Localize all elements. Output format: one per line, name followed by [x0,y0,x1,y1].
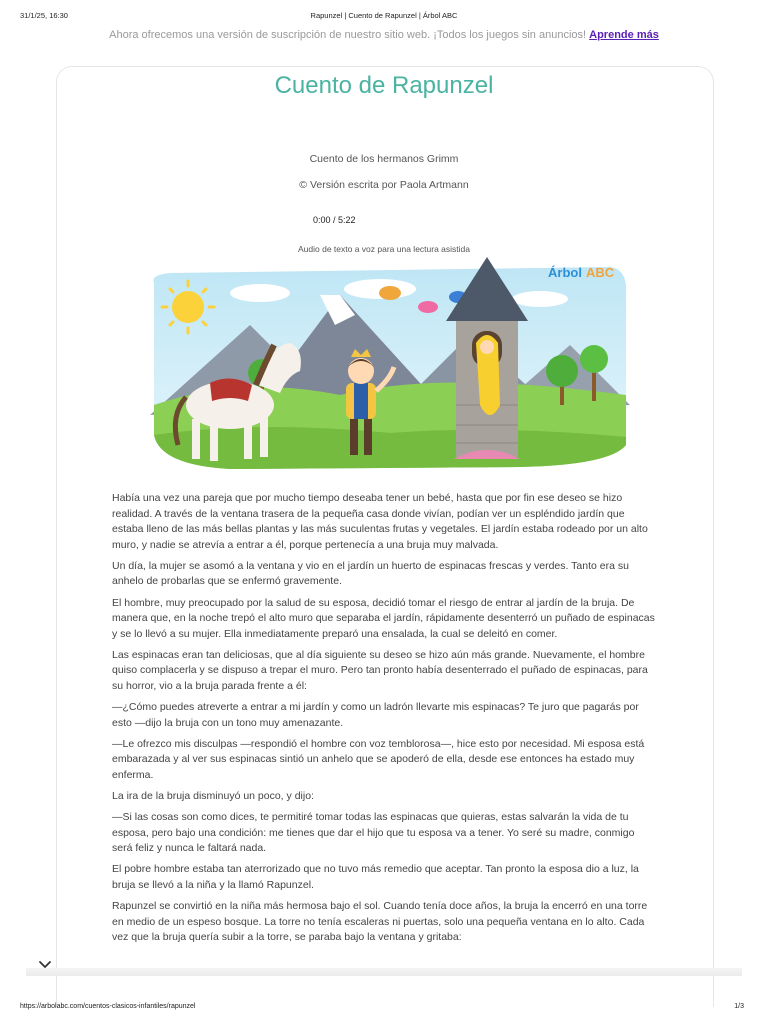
sticky-bottom-bar [26,968,742,976]
page-title: Cuento de Rapunzel [274,72,494,99]
print-date: 31/1/25, 16:30 [20,11,68,20]
audio-caption: Audio de texto a voz para una lectura asistida [298,244,470,254]
svg-text:ABC: ABC [586,265,615,280]
story-paragraph: El hombre, muy preocupado por la salud de su esposa, decidió tomar el riesgo de entrar al jardín de la bruja. De manera que, en la noche trepó el alto muro que separaba el jardín, rápidamente desenterró un puñado de espinacas y se lo llevó a su mujer. Ella inmediatamente preparó una ensalada, la cual se deleitó en comer. [112,596,655,640]
story-paragraph: Rapunzel se convirtió en la niña más hermosa bajo el sol. Cuando tenía doce años, la bruja la encerró en una torre en medio de un espeso bosque. La torre no tenía escaleras ni puertas, solo una pequeña ventana en lo alto. Cada vez que la bruja quería subir a la torre, se paraba bajo la ventana y gritaba: [112,900,648,944]
story-paragraph: Había una vez una pareja que por mucho tiempo deseaba tener un bebé, hasta que por fin ese deseo se hizo realidad. A través de la ventana trasera de la pequeña casa donde vivían, podían ver un espléndido jardín que estaba lleno de las más bellas plantas y las más suculentas frutas y vegetales. El jardín estaba rodeado por un alto muro, y nadie se atrevía a entrar a él, porque pertenecía a una bruja muy malvada. [112,492,648,551]
story-paragraph: —Si las cosas son como dices, te permitiré tomar todas las espinacas que quieras, estas salvarán la vida de tu esposa, pero bajo una condición: me tienes que dar el hijo que tu esposa va a tener. Yo seré su madre, conmigo será feliz y nunca le faltará nada. [112,811,635,855]
subscription-notice [0,29,768,41]
print-footer [0,1003,768,1017]
rapunzel-illustration-svg [140,255,632,485]
svg-text:Árbol: Árbol [548,265,582,280]
story-paragraph: —¿Cómo puedes atreverte a entrar a mi jardín y como un ladrón llevarte mis espinacas? Te juro que pagarás por esto —dijo la bruja con un tono muy amenazante. [112,701,639,729]
story-paragraph: La ira de la bruja disminuyó un poco, y dijo: [112,790,314,803]
story-body [112,491,657,951]
story-subtitle: Cuento de los hermanos Grimm [309,153,459,165]
subscription-notice-text: Ahora ofrecemos una versión de suscripción de nuestro sitio web. ¡Todos los juegos sin anuncios! [109,29,587,41]
story-paragraph: —Le ofrezco mis disculpas —respondió el hombre con voz temblorosa—, hice esto por necesidad. Mi esposa está embarazada y al ver sus espinacas sintió un anhelo que se apoderó de ella, desde ese entonces ha estado muy enferma. [112,737,645,781]
print-header [0,11,768,25]
print-url: https://arbolabc.com/cuentos-clasicos-infantiles/rapunzel [20,1003,196,1010]
arbol-abc-logo [548,265,615,280]
chevron-down-icon[interactable] [38,958,52,970]
audio-player-time[interactable]: 0:00 / 5:22 [313,215,356,225]
story-paragraph: Un día, la mujer se asomó a la ventana y vio en el jardín un huerto de espinacas frescas y verdes. Tanto era su anhelo de probarlas que se enfermó gravemente. [112,559,629,588]
story-paragraph: Las espinacas eran tan deliciosas, que al día siguiente su deseo se hizo aún más grande. Nuevamente, el hombre quiso complacerla y se dispuso a trepar el muro. Pero tan pronto había desenterrado el puñado de espinacas, para su horror, vio a la bruja parada frente a él: [112,648,648,693]
print-page-number: 1/3 [734,1003,744,1010]
story-paragraph: El pobre hombre estaba tan aterrorizado que no tuvo más remedio que aceptar. Tan pronto la esposa dio a luz, la bruja se llevó a la niña y la llamó Rapunzel. [112,863,639,892]
print-page-title: Rapunzel | Cuento de Rapunzel | Árbol ABC [310,11,458,20]
story-credit: © Versión escrita por Paola Artmann [299,179,469,191]
learn-more-link[interactable]: Aprende más [589,29,659,41]
story-illustration [140,255,632,485]
